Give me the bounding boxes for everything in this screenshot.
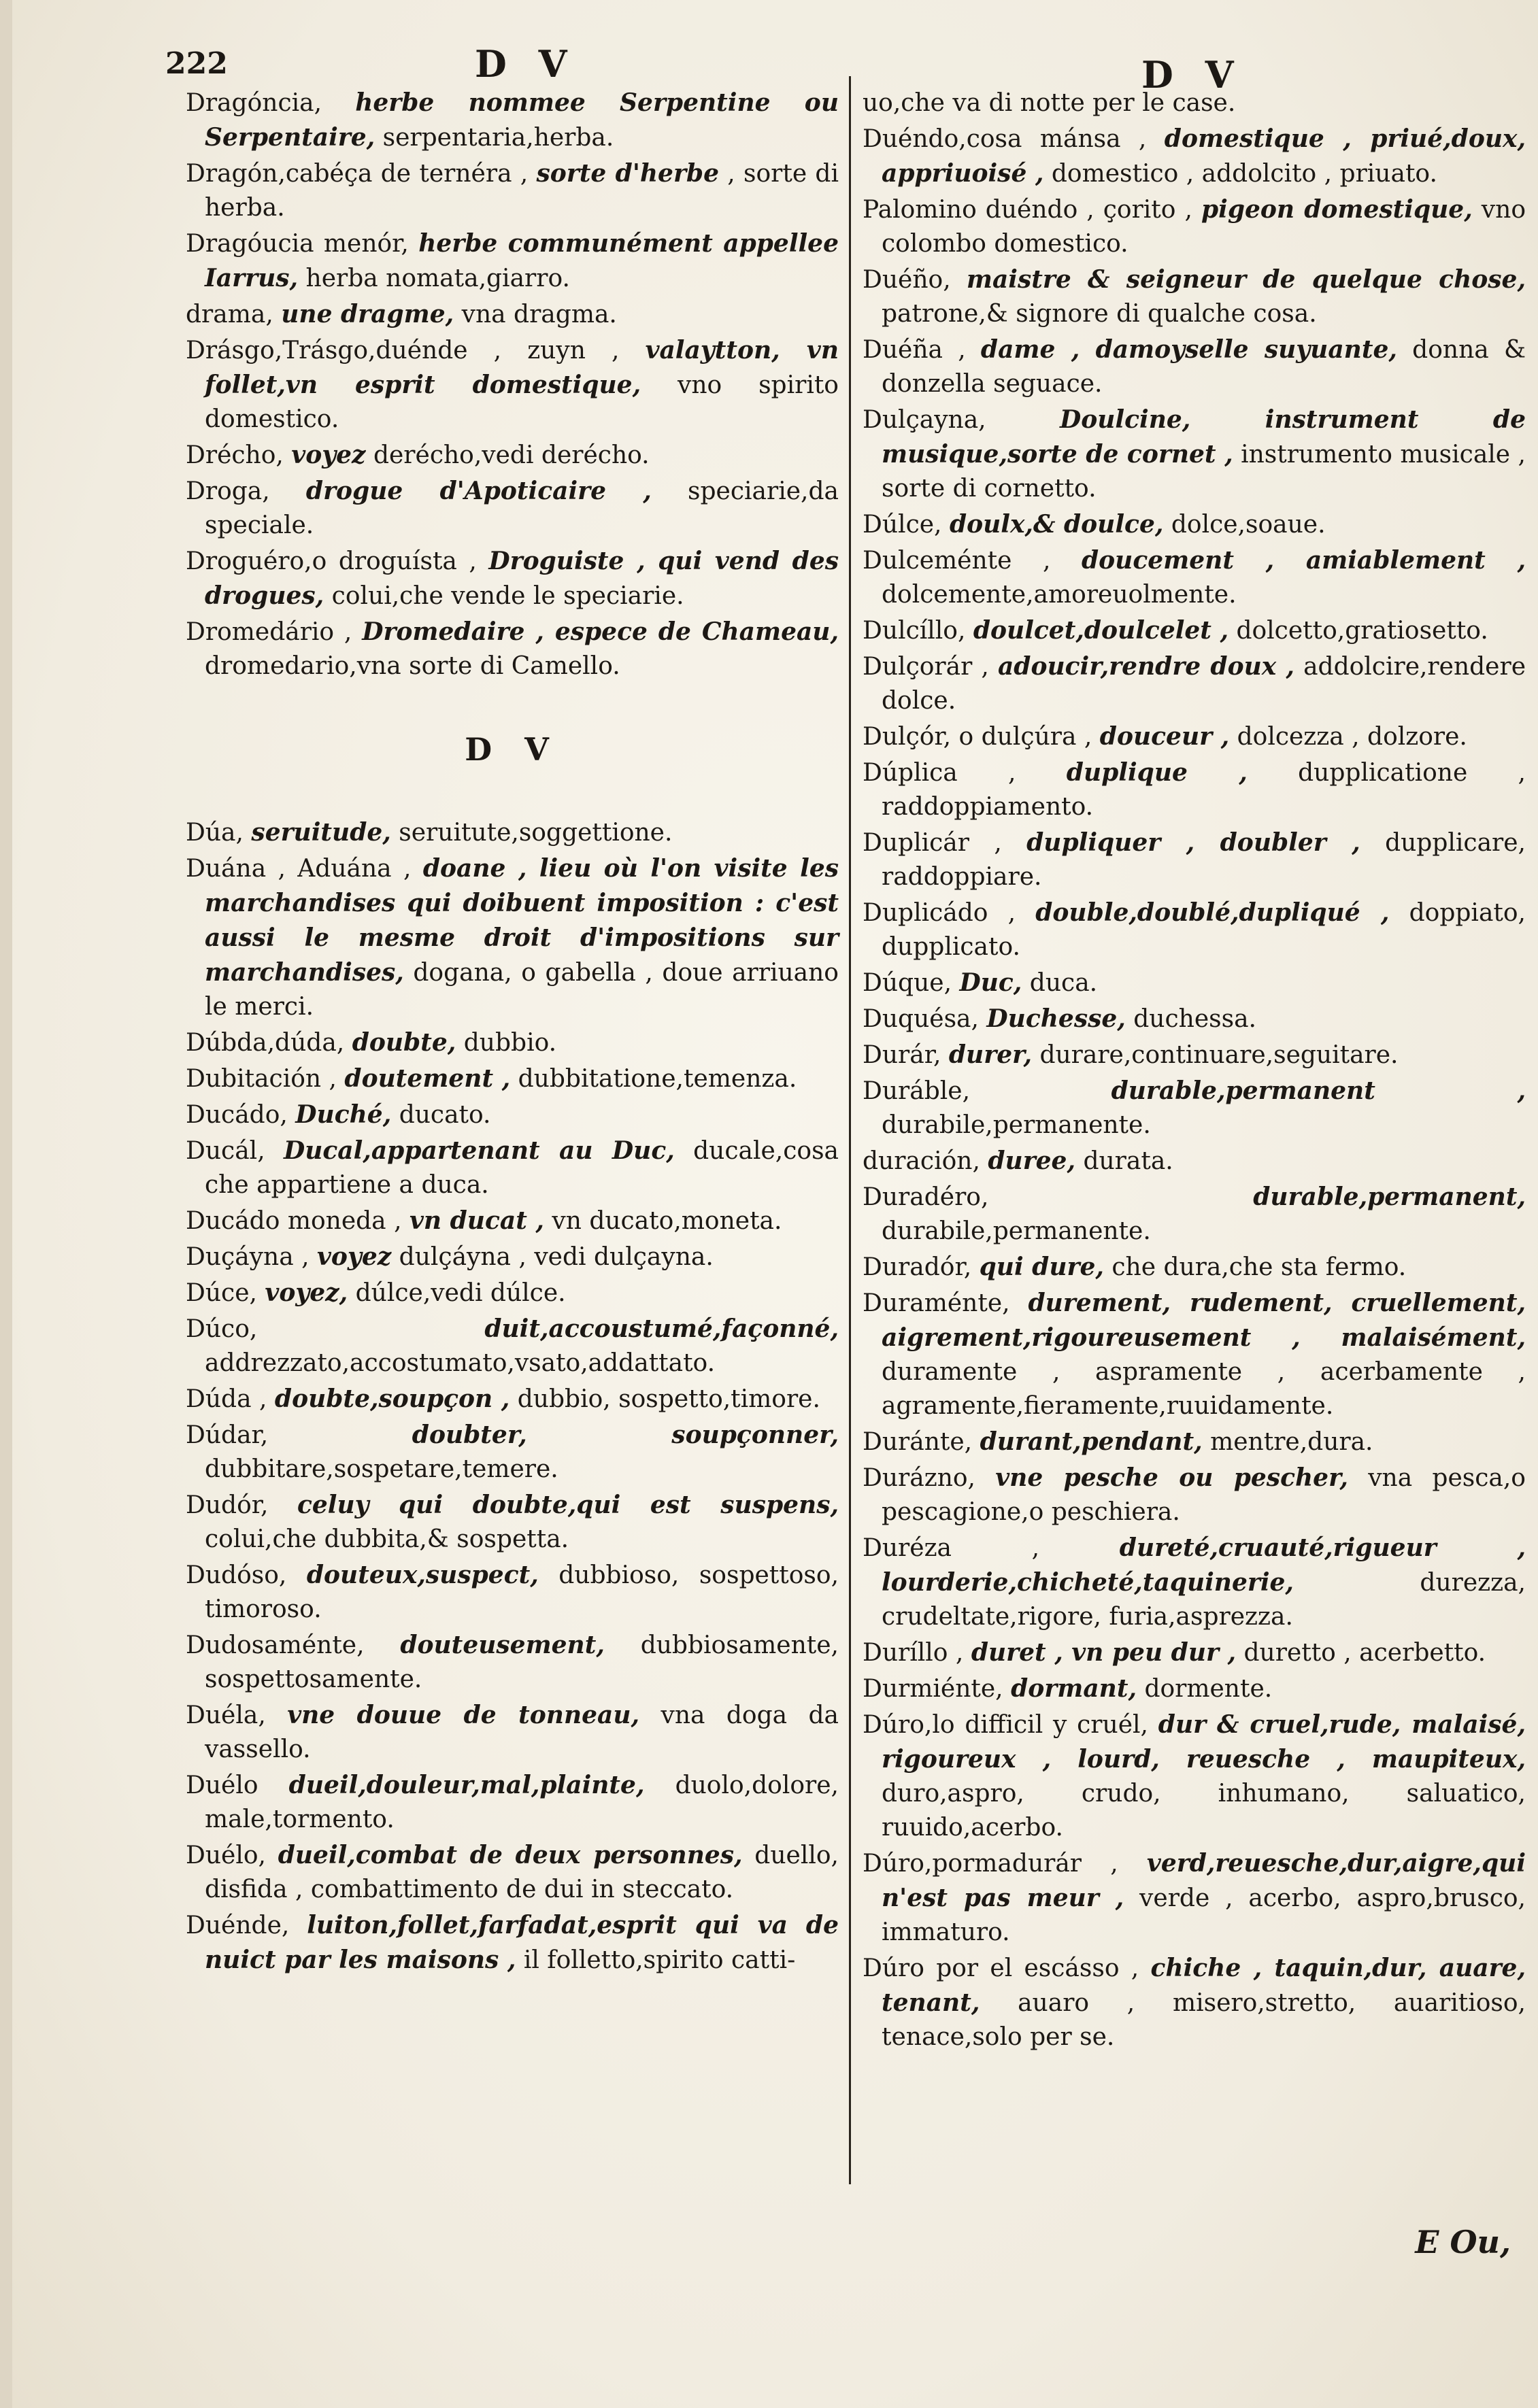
entry-french: Duchesse, — [986, 1004, 1126, 1033]
entry-italian: dupplicare, raddoppiare. — [882, 829, 1526, 891]
entry-french: vne douue de tonneau, — [287, 1701, 640, 1729]
catchword: E Ou, — [1415, 2224, 1511, 2260]
entry-italian: dormente. — [1144, 1675, 1273, 1703]
entry-headword: Dudosaménte, — [186, 1631, 365, 1659]
entry-french: durer, — [948, 1040, 1032, 1069]
entry-headword: Dudóso, — [186, 1561, 287, 1589]
left-entries-du — [186, 815, 839, 1978]
dictionary-entry — [186, 1558, 839, 1627]
entry-italian: auaro , misero,stretto, auaritioso, tenace,solo per se. — [882, 1989, 1526, 2051]
entry-french: doubte, — [352, 1028, 456, 1057]
dictionary-entry — [863, 1708, 1526, 1845]
entry-french: seruitude, — [251, 818, 391, 847]
entry-french: doucement , amiablement , — [1082, 546, 1526, 575]
dictionary-entry — [863, 826, 1526, 894]
dictionary-entry — [186, 1098, 839, 1132]
entry-italian: colui,che dubbita,& sospetta. — [205, 1525, 569, 1553]
entry-french: celuy qui doubte,qui est suspens, — [297, 1491, 839, 1519]
entry-headword: Ducádo moneda , — [186, 1207, 402, 1235]
dictionary-entry — [863, 966, 1526, 1000]
entry-italian: uo,che va di notte per le case. — [863, 89, 1236, 117]
entry-italian: derécho,vedi derécho. — [373, 441, 650, 469]
entry-french: dureté,cruauté,rigueur , lourderie,chicheté,taquinerie, — [882, 1533, 1526, 1597]
dictionary-entry — [863, 543, 1526, 612]
entry-italian: dolce,soaue. — [1171, 511, 1326, 539]
entry-italian: seruitute,soggettione. — [399, 819, 673, 847]
dictionary-entry — [863, 649, 1526, 718]
entry-french: Dromedaire , espece de Chameau, — [362, 617, 839, 646]
dictionary-entry — [186, 1062, 839, 1096]
entry-headword: Duélo, — [186, 1842, 266, 1869]
entry-french: double,doublé,dupliqué , — [1035, 898, 1390, 927]
entry-headword: Duraménte, — [863, 1289, 1010, 1317]
entry-french: Duc, — [959, 968, 1022, 997]
entry-headword: duración, — [863, 1147, 980, 1175]
dictionary-entry — [186, 1134, 839, 1202]
dictionary-entry — [863, 262, 1526, 331]
entry-french: herbe nommee Serpentine ou Serpentaire, — [205, 88, 839, 152]
entry-italian: ducale,cosa che appartiene a duca. — [205, 1137, 839, 1199]
entry-headword: Dulcíllo, — [863, 617, 966, 645]
entry-headword: Dragóncia, — [186, 89, 322, 117]
entry-headword: Duradór, — [863, 1253, 972, 1281]
dictionary-entry — [186, 1276, 839, 1310]
entry-italian: duro,aspro, crudo, inhumano, saluatico, ruuido,acerbo. — [882, 1780, 1526, 1842]
right-entries — [863, 86, 1526, 2054]
entry-french: Ducal,appartenant au Duc, — [283, 1136, 675, 1165]
entry-headword: Ducál, — [186, 1137, 265, 1165]
entry-italian: dubbitatione,temenza. — [518, 1065, 797, 1093]
entry-headword: Dudór, — [186, 1491, 269, 1519]
entry-headword: Dulçorár , — [863, 653, 989, 681]
entry-headword: Duquésa, — [863, 1005, 979, 1033]
entry-french: dur & cruel,rude, malaisé, rigoureux , lourd, reuesche , maupiteux, — [882, 1710, 1526, 1774]
dictionary-entry — [186, 615, 839, 683]
entry-french: doutement , — [344, 1064, 511, 1093]
dictionary-entry — [863, 1250, 1526, 1285]
entry-french: voyez, — [265, 1278, 348, 1307]
entry-headword: Dúa, — [186, 819, 244, 847]
entry-french: duit,accoustumé,façonné, — [484, 1315, 839, 1343]
entry-headword: Duélo — [186, 1771, 258, 1799]
left-entries-dr — [186, 86, 839, 683]
entry-headword: Dulçayna, — [863, 406, 986, 434]
entry-french: Doulcine, instrument de musique,sorte de cornet , — [882, 405, 1526, 469]
entry-headword: Dragóucia menór, — [186, 230, 409, 258]
entry-italian: , sorte di herba. — [205, 160, 839, 222]
entry-italian: dolcemente,amoreuolmente. — [882, 581, 1237, 609]
entry-italian: dubbitare,sospetare,temere. — [205, 1455, 558, 1483]
entry-headword: Duréza , — [863, 1534, 1040, 1562]
dictionary-entry — [186, 1418, 839, 1487]
entry-headword: Droga, — [186, 477, 270, 505]
entry-headword: Droguéro,o droguísta , — [186, 547, 477, 575]
entry-italian: dulçáyna , vedi dulçayna. — [399, 1243, 714, 1271]
entry-italian: duretto , acerbetto. — [1243, 1639, 1486, 1667]
entry-headword: Duéña , — [863, 336, 966, 364]
entry-italian: doppiato, dupplicato. — [882, 899, 1526, 961]
dictionary-entry — [186, 1698, 839, 1767]
entry-french: adoucir,rendre doux , — [997, 652, 1294, 681]
entry-italian: vn ducato,moneta. — [552, 1207, 782, 1235]
entry-headword: Duráble, — [863, 1077, 971, 1105]
dictionary-entry — [863, 333, 1526, 401]
entry-headword: Dromedário , — [186, 618, 352, 646]
entry-italian: vno colombo domestico. — [882, 196, 1526, 258]
entry-french: durement, rudement, cruellement, aigrement,rigoureusement , malaisément, — [882, 1289, 1526, 1352]
dictionary-entry — [186, 474, 839, 543]
dictionary-entry — [863, 1074, 1526, 1142]
entry-headword: Duéla, — [186, 1701, 266, 1729]
entry-italian: ducato. — [399, 1101, 491, 1129]
entry-italian: donna & donzella seguace. — [882, 336, 1526, 398]
entry-headword: Dúce, — [186, 1279, 257, 1307]
entry-french: vne pesche ou pescher, — [995, 1463, 1348, 1492]
entry-italian: durezza, crudeltate,rigore, furia,asprezza. — [882, 1569, 1526, 1631]
entry-french: douteux,suspect, — [306, 1561, 539, 1589]
entry-headword: Palomino duéndo , çorito , — [863, 196, 1192, 224]
entry-french: doulcet,doulcelet , — [973, 616, 1228, 645]
dictionary-entry — [863, 1672, 1526, 1706]
entry-italian: duolo,dolore, male,tormento. — [205, 1771, 839, 1833]
entry-french: chiche , taquin,dur, auare, tenant, — [882, 1954, 1526, 2017]
entry-headword: Duéndo,cosa mánsa , — [863, 125, 1147, 153]
entry-french: durable,permanent , — [1111, 1076, 1526, 1105]
dictionary-entry — [863, 403, 1526, 506]
entry-french: dame , damoyselle suyuante, — [980, 335, 1397, 364]
entry-headword: Duénde, — [186, 1912, 290, 1939]
dictionary-entry — [863, 1144, 1526, 1178]
entry-headword: drama, — [186, 301, 273, 328]
dictionary-entry — [186, 1488, 839, 1557]
dictionary-entry — [186, 1204, 839, 1238]
dictionary-entry — [863, 1951, 1526, 2054]
dictionary-entry — [186, 1382, 839, 1417]
entry-french: doane , lieu où l'on visite les marchandises qui doibuent imposition : c'est aussi le mesme droit d'impositions sur marchandises, — [205, 854, 839, 987]
left-column — [186, 86, 839, 1979]
entry-italian: duramente , aspramente , acerbamente , agramente,fieramente,ruuidamente. — [882, 1358, 1526, 1420]
entry-headword: Dúbda,dúda, — [186, 1029, 345, 1057]
entry-french: doubte,soupçon , — [274, 1385, 510, 1413]
entry-french: dupliquer , doubler , — [1026, 828, 1360, 857]
entry-italian: patrone,& signore di qualche cosa. — [882, 300, 1317, 328]
entry-headword: Dúplica , — [863, 759, 1016, 787]
entry-headword: Dulçór, o dulçúra , — [863, 723, 1092, 751]
dictionary-entry — [186, 1628, 839, 1697]
entry-headword: Durázno, — [863, 1464, 975, 1492]
entry-italian: vna dragma. — [461, 301, 617, 328]
entry-french: maistre & seigneur de quelque chose, — [966, 265, 1526, 294]
dictionary-entry — [186, 438, 839, 473]
right-column — [863, 86, 1526, 2056]
entry-french: verd,reuesche,dur,aigre,qui n'est pas meur , — [882, 1849, 1526, 1912]
entry-headword: Drécho, — [186, 441, 284, 469]
entry-french: drogue d'Apoticaire , — [305, 477, 652, 505]
column-divider — [849, 76, 851, 2184]
running-head-right: D V — [1141, 53, 1243, 97]
entry-italian: domestico , addolcito , priuato. — [1051, 160, 1437, 188]
dictionary-entry — [863, 1038, 1526, 1072]
entry-italian: che dura,che sta fermo. — [1111, 1253, 1407, 1281]
dictionary-entry — [186, 1025, 839, 1060]
entry-french: voyez — [291, 441, 366, 469]
entry-italian: colui,che vende le speciarie. — [331, 582, 684, 610]
entry-italian: durare,continuare,seguitare. — [1039, 1041, 1399, 1069]
entry-italian: speciarie,da speciale. — [205, 477, 839, 539]
entry-italian: verde , acerbo, aspro,brusco, immaturo. — [882, 1884, 1526, 1946]
dictionary-entry — [186, 1908, 839, 1978]
dictionary-entry — [186, 226, 839, 296]
dictionary-entry — [863, 613, 1526, 648]
dictionary-entry — [186, 333, 839, 437]
entry-italian: dupplicatione , raddoppiamento. — [882, 759, 1526, 821]
page-header — [12, 38, 1538, 97]
dictionary-entry — [863, 1635, 1526, 1670]
entry-french: douteusement, — [400, 1631, 605, 1659]
dictionary-entry — [186, 544, 839, 613]
entry-headword: Dúque, — [863, 969, 952, 997]
dictionary-entry — [186, 1240, 839, 1274]
entry-french: Droguiste , qui vend des drogues, — [205, 547, 839, 610]
entry-italian: dogana, o gabella , doue arriuano le merci. — [205, 959, 839, 1021]
dictionary-entry — [186, 1312, 839, 1380]
page-number: 222 — [165, 46, 228, 81]
entry-headword: Dulceménte , — [863, 547, 1051, 575]
dictionary-entry — [863, 1002, 1526, 1036]
entry-italian: vno spirito domestico. — [205, 371, 839, 433]
entry-french: duplique , — [1066, 758, 1248, 787]
entry-headword: Ducádo, — [186, 1101, 288, 1129]
entry-headword: Dúro,pormadurár , — [863, 1850, 1118, 1878]
entry-french: doubter, soupçonner, — [412, 1421, 839, 1449]
section-title-du: D V — [465, 731, 560, 768]
dictionary-entry — [863, 507, 1526, 542]
entry-french: douceur , — [1099, 722, 1230, 751]
entry-french: dueil,douleur,mal,plainte, — [288, 1771, 645, 1799]
entry-headword: Drásgo,Trásgo,duénde , zuyn , — [186, 337, 620, 364]
dictionary-entry — [863, 1180, 1526, 1249]
entry-italian: dubbiosamente, sospettosamente. — [205, 1631, 839, 1693]
entry-italian: il folletto,spirito catti- — [523, 1946, 796, 1974]
entry-french: doulx,& doulce, — [949, 510, 1164, 539]
dictionary-entry — [863, 1286, 1526, 1423]
entry-headword: Duplicádo , — [863, 899, 1016, 927]
entry-italian: addolcire,rendere dolce. — [882, 653, 1526, 715]
dictionary-entry — [186, 297, 839, 332]
entry-italian: dúlce,vedi dúlce. — [355, 1279, 566, 1307]
entry-italian: dolcetto,gratiosetto. — [1236, 617, 1488, 645]
entry-french: duree, — [988, 1147, 1075, 1175]
entry-italian: dromedario,vna sorte di Camello. — [205, 652, 620, 680]
entry-headword: Duéño, — [863, 266, 951, 294]
entry-headword: Duríllo , — [863, 1639, 964, 1667]
entry-headword: Dubitación , — [186, 1065, 337, 1093]
entry-italian: serpentaria,herba. — [382, 124, 614, 152]
dictionary-entry — [186, 1768, 839, 1837]
entry-headword: Dúdar, — [186, 1421, 269, 1449]
entry-french: Duché, — [295, 1100, 392, 1129]
entry-italian: durabile,permanente. — [882, 1217, 1151, 1245]
entry-italian: herba nomata,giarro. — [305, 265, 570, 292]
entry-french: duret , vn peu dur , — [971, 1638, 1237, 1667]
entry-french: domestique , priué,doux, appriuoisé , — [882, 124, 1526, 188]
entry-italian: duello, disfida , combattimento de dui in steccato. — [205, 1842, 839, 1903]
entry-italian: duca. — [1029, 969, 1098, 997]
dictionary-entry — [186, 851, 839, 1024]
entry-italian: vna doga da vassello. — [205, 1701, 839, 1763]
entry-headword: Dúda , — [186, 1385, 267, 1413]
entry-headword: Duránte, — [863, 1428, 973, 1456]
dictionary-entry — [186, 815, 839, 850]
dictionary-entry — [186, 156, 839, 225]
entry-italian: instrumento musicale , sorte di cornetto. — [882, 441, 1526, 503]
entry-italian: dolcezza , dolzore. — [1237, 723, 1467, 751]
entry-headword: Durár, — [863, 1041, 941, 1069]
entry-headword: Duradéro, — [863, 1183, 989, 1211]
dictionary-entry — [863, 1846, 1526, 1950]
entry-italian: dubbio, sospetto,timore. — [517, 1385, 820, 1413]
dictionary-entry — [863, 192, 1526, 261]
dictionary-entry — [863, 1425, 1526, 1459]
dictionary-entry — [186, 86, 839, 155]
entry-italian: durata. — [1083, 1147, 1173, 1175]
entry-french: pigeon domestique, — [1201, 195, 1473, 224]
entry-italian: duchessa. — [1133, 1005, 1256, 1033]
running-head-left: D V — [475, 42, 577, 86]
entry-headword: Dúco, — [186, 1315, 258, 1343]
entry-headword: Dúro,lo difficil y cruél, — [863, 1711, 1148, 1739]
entry-italian: dubbio. — [463, 1029, 557, 1057]
entry-italian: dubbioso, sospettoso, timoroso. — [205, 1561, 839, 1623]
dictionary-entry — [863, 122, 1526, 191]
entry-french: luiton,follet,farfadat,esprit qui va de nuict par les maisons , — [205, 1911, 839, 1974]
entry-italian: durabile,permanente. — [882, 1111, 1151, 1139]
entry-french: sorte d'herbe — [536, 159, 719, 188]
entry-headword: Dragón,cabéça de ternéra , — [186, 160, 529, 188]
entry-french: valaytton, vn follet,vn esprit domestique, — [205, 336, 839, 399]
dictionary-entry — [863, 1531, 1526, 1634]
entry-italian: addrezzato,accostumato,vsato,addattato. — [205, 1349, 716, 1377]
dictionary-entry — [863, 1461, 1526, 1529]
dictionary-entry — [186, 1838, 839, 1907]
entry-headword: Duçáyna , — [186, 1243, 310, 1271]
entry-french: voyez — [317, 1242, 392, 1271]
dictionary-entry — [863, 86, 1526, 120]
entry-headword: Durmiénte, — [863, 1675, 1003, 1703]
entry-french: une dragme, — [281, 300, 454, 328]
entry-french: durable,permanent, — [1253, 1183, 1526, 1211]
entry-italian: vna pesca,o pescagione,o peschiera. — [882, 1464, 1526, 1526]
entry-headword: Duána , Aduána , — [186, 855, 412, 883]
entry-french: durant,pendant, — [980, 1427, 1203, 1456]
entry-headword: Dúlce, — [863, 511, 942, 539]
dictionary-entry — [863, 896, 1526, 964]
entry-french: dueil,combat de deux personnes, — [278, 1841, 743, 1869]
entry-french: herbe communément appellee Iarrus, — [205, 229, 839, 292]
entry-headword: Duplicár , — [863, 829, 1002, 857]
dictionary-entry — [863, 756, 1526, 824]
entry-french: qui dure, — [979, 1253, 1104, 1281]
entry-french: vn ducat , — [409, 1206, 544, 1235]
entry-french: dormant, — [1011, 1674, 1137, 1703]
entry-italian: mentre,dura. — [1210, 1428, 1373, 1456]
entry-headword: Dúro por el escásso , — [863, 1954, 1139, 1982]
dictionary-entry — [863, 719, 1526, 754]
